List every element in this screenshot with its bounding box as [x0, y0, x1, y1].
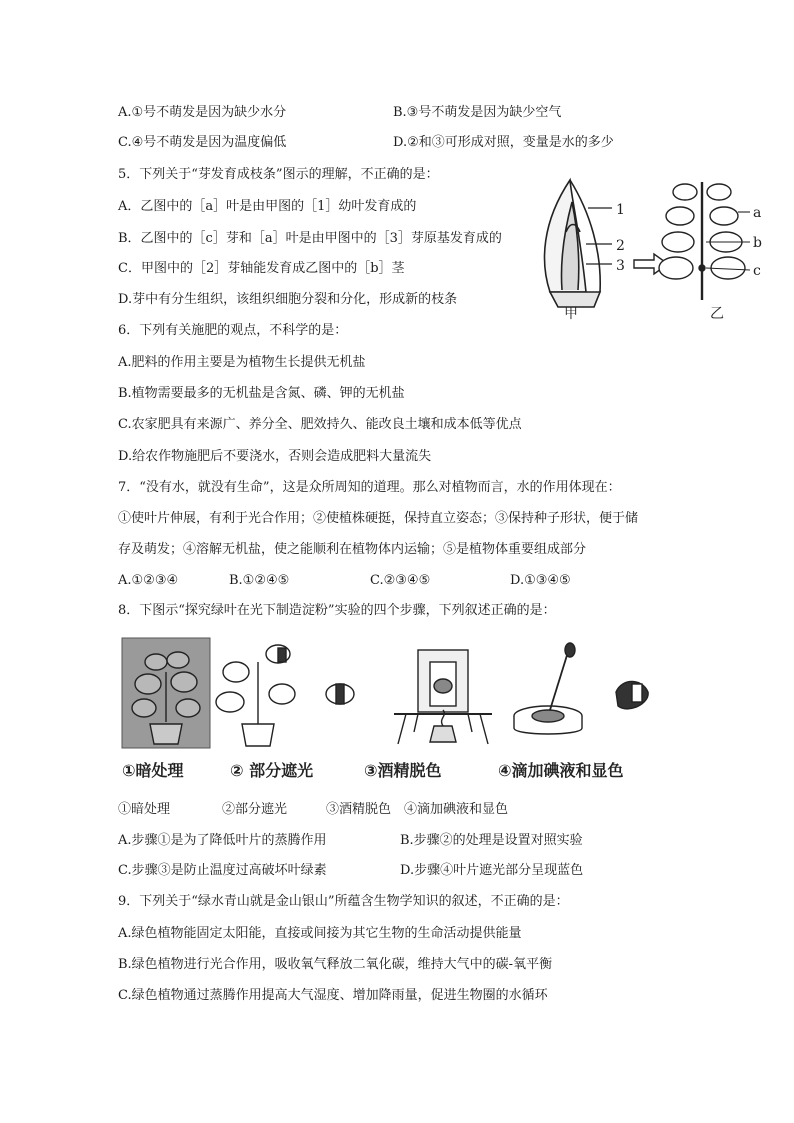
caption-yi: 乙 — [710, 306, 724, 322]
q5-option-c: C．甲图中的［2］芽轴能发育成乙图中的［b］茎 — [118, 261, 405, 276]
dark-treatment-panel — [122, 638, 210, 748]
q7-line2: 存及萌发；④溶解无机盐，使之能顺利在植物体内运输；⑤是植物体重要组成部分 — [118, 542, 587, 557]
alcohol-decolorization-panel — [394, 650, 492, 744]
label-b: b — [753, 235, 762, 251]
label-1: 1 — [616, 202, 625, 218]
q7-option-c: C.②③④⑤ — [370, 573, 431, 588]
bud-branch-figure — [530, 172, 785, 322]
q9-option-c: C.绿色植物通过蒸腾作用提高大气湿度、增加降雨量，促进生物圈的水循环 — [118, 988, 548, 1003]
q8-option-b: B.步骤②的处理是设置对照实验 — [400, 833, 583, 848]
q5-stem: 5．下列关于“芽发育成枝条”图示的理解，不正确的是： — [118, 167, 439, 182]
label-3: 3 — [616, 258, 625, 274]
label-a: a — [753, 205, 762, 221]
q5-option-b: B．乙图中的［c］芽和［a］叶是由甲图中的［3］芽原基发育成的 — [118, 231, 502, 246]
q5-option-d: D.芽中有分生组织，该组织细胞分裂和分化，形成新的枝条 — [118, 292, 458, 307]
starch-experiment-figure — [118, 632, 678, 784]
q5-option-a: A．乙图中的［a］叶是由甲图的［1］幼叶发育成的 — [118, 199, 417, 214]
q9-option-a: A.绿色植物能固定太阳能，直接或间接为其它生物的生命活动提供能量 — [118, 926, 522, 941]
q6-option-b: B.植物需要最多的无机盐是含氮、磷、钾的无机盐 — [118, 386, 405, 401]
partial-shading-panel — [216, 645, 354, 746]
fig-label-4: ④滴加碘液和显色 — [498, 761, 624, 780]
q8-steps-line: ①暗处理 ②部分遮光 ③酒精脱色 ④滴加碘液和显色 — [118, 802, 509, 817]
q7-option-b: B.①②④⑤ — [229, 573, 290, 588]
label-c: c — [753, 263, 761, 279]
bud-section-diagram — [545, 180, 612, 307]
q7-stem: 7．“没有水，就没有生命”，这是众所周知的道理。那么对植物而言，水的作用体现在： — [118, 480, 621, 495]
q6-stem: 6．下列有关施肥的观点，不科学的是： — [118, 323, 348, 338]
q7-option-a: A.①②③④ — [118, 573, 179, 588]
q6-option-d: D.给农作物施肥后不要浇水，否则会造成肥料大量流失 — [118, 449, 432, 464]
q6-option-c: C.农家肥具有来源广、养分全、肥效持久、能改良土壤和成本低等优点 — [118, 417, 522, 432]
q8-stem: 8．下图示“探究绿叶在光下制造淀粉”实验的四个步骤，下列叙述正确的是： — [118, 603, 556, 618]
fig-label-2: ② 部分遮光 — [230, 761, 314, 780]
q8-option-d: D.步骤④叶片遮光部分呈现蓝色 — [400, 863, 584, 878]
q9-option-b: B.绿色植物进行光合作用，吸收氧气释放二氧化碳，维持大气中的碳-氧平衡 — [118, 957, 553, 972]
q9-stem: 9．下列关于“绿水青山就是金山银山”所蕴含生物学知识的叙述，不正确的是： — [118, 894, 569, 909]
q4-option-c: C.④号不萌发是因为温度偏低 — [118, 135, 287, 150]
q8-option-c: C.步骤③是防止温度过高破坏叶绿素 — [118, 863, 327, 878]
q7-line1: ①使叶片伸展，有利于光合作用；②使植株硬挺，保持直立姿态；③保持种子形状，便于储 — [118, 511, 639, 526]
iodine-staining-panel — [514, 643, 648, 734]
fig-label-1: ①暗处理 — [122, 761, 184, 780]
label-2: 2 — [616, 238, 625, 254]
q8-option-a: A.步骤①是为了降低叶片的蒸腾作用 — [118, 833, 327, 848]
q4-option-d: D.②和③可形成对照，变量是水的多少 — [393, 135, 614, 150]
fig-label-3: ③酒精脱色 — [364, 761, 442, 780]
q4-option-a: A.①号不萌发是因为缺少水分 — [118, 105, 287, 120]
caption-jia: 甲 — [564, 306, 578, 322]
branch-diagram — [659, 182, 750, 300]
q6-option-a: A.肥料的作用主要是为植物生长提供无机盐 — [118, 355, 366, 370]
q4-option-b: B.③号不萌发是因为缺少空气 — [393, 105, 562, 120]
q7-option-d: D.①③④⑤ — [510, 573, 571, 588]
